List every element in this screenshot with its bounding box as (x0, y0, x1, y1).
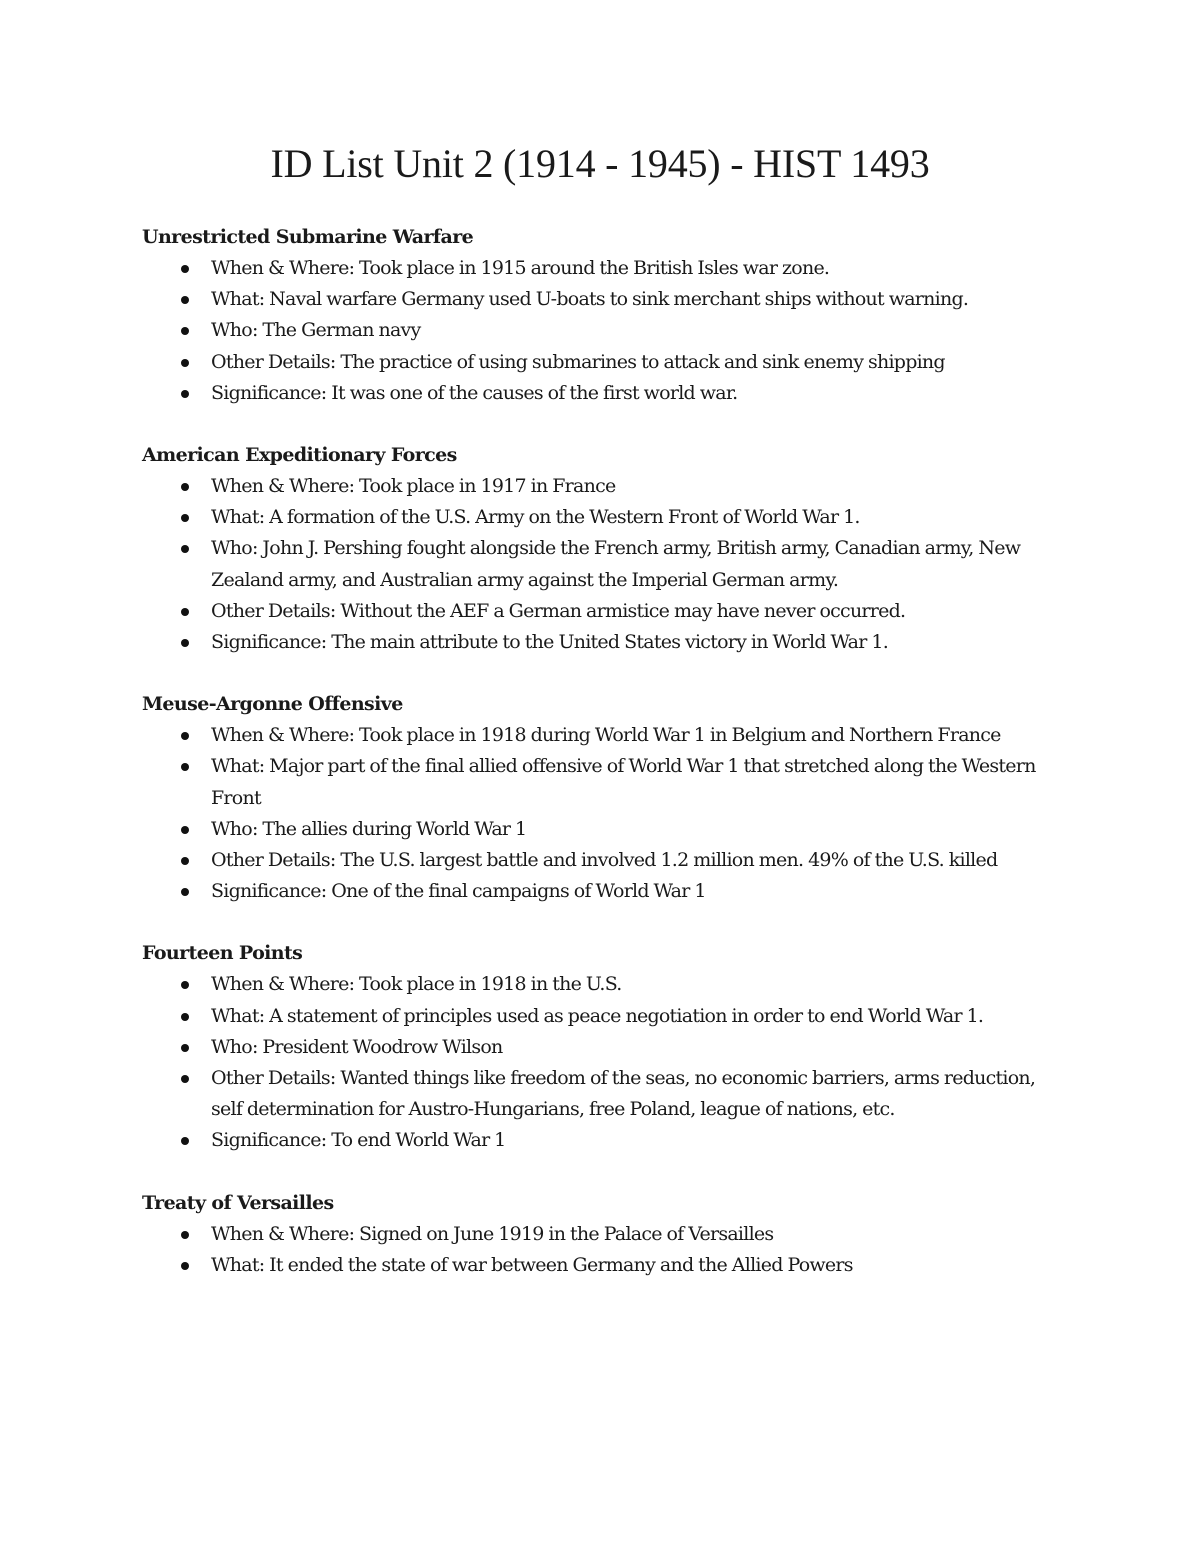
bullet-icon (181, 639, 189, 647)
section-heading: Meuse-Argonne Offensive (142, 693, 403, 716)
bullet-icon (181, 359, 189, 367)
list-item-text: What: A formation of the U.S. Army on the Western Front of World War 1. (211, 506, 860, 529)
section-unrestricted-submarine-warfare (142, 222, 1062, 409)
bullet-icon (181, 327, 189, 335)
list-item (142, 253, 1062, 284)
bullet-icon (181, 888, 189, 896)
list-item (142, 347, 1062, 378)
bullet-icon (181, 608, 189, 616)
bullet-icon (181, 1262, 189, 1270)
list-item (142, 1032, 1062, 1063)
list-item-text: Who: The allies during World War 1 (211, 817, 527, 840)
bullet-icon (181, 1231, 189, 1239)
list-item-text: When & Where: Signed on June 1919 in the Palace of Versailles (211, 1222, 774, 1245)
bullet-list (142, 969, 1062, 1156)
list-item-text: When & Where: Took place in 1918 during World War 1 in Belgium and Northern France (211, 724, 1001, 747)
bullet-icon (181, 545, 189, 553)
section-fourteen-points (142, 938, 1062, 1156)
section-heading: Treaty of Versailles (142, 1191, 334, 1214)
bullet-icon (181, 826, 189, 834)
list-item (142, 845, 1062, 876)
list-item (142, 1250, 1062, 1281)
list-item (142, 1219, 1062, 1250)
list-item-text: What: Naval warfare Germany used U-boats to sink merchant ships without warning. (211, 288, 969, 311)
list-item-text: When & Where: Took place in 1915 around the British Isles war zone. (211, 257, 830, 279)
list-item-text: Significance: One of the final campaigns of World War 1 (211, 880, 706, 903)
list-item (142, 720, 1062, 751)
bullet-list (142, 471, 1062, 658)
bullet-icon (181, 763, 189, 771)
list-item-text: What: It ended the state of war between Germany and the Allied Powers (211, 1253, 853, 1276)
list-item-text: Who: The German navy (211, 319, 421, 342)
section-heading: American Expeditionary Forces (142, 444, 457, 467)
bullet-list (142, 720, 1062, 907)
list-item (142, 1125, 1062, 1156)
bullet-icon (181, 296, 189, 304)
list-item-text: Who: John J. Pershing fought alongside the French army, British army, Canadian army, New Zealand army, and Australian army against the Imperial German army. (211, 537, 1021, 591)
section-heading: Unrestricted Submarine Warfare (142, 226, 474, 248)
section-heading: Fourteen Points (142, 942, 303, 965)
list-item-text: What: Major part of the final allied offensive of World War 1 that stretched along the Western Front (211, 755, 1036, 809)
bullet-icon (181, 514, 189, 522)
section-meuse-argonne-offensive (142, 689, 1062, 907)
list-item (142, 627, 1062, 658)
bullet-icon (181, 981, 189, 989)
bullet-icon (181, 265, 189, 273)
bullet-list (142, 253, 1062, 409)
list-item-text: When & Where: Took place in 1917 in France (211, 475, 616, 498)
bullet-icon (181, 732, 189, 740)
list-item-text: Other Details: Without the AEF a German armistice may have never occurred. (211, 599, 906, 622)
bullet-icon (181, 483, 189, 491)
list-item (142, 1063, 1062, 1125)
list-item (142, 284, 1062, 315)
bullet-list (142, 1219, 1062, 1281)
list-item (142, 751, 1062, 813)
list-item (142, 1001, 1062, 1032)
list-item-text: Who: President Woodrow Wilson (211, 1035, 503, 1058)
list-item-text: When & Where: Took place in 1918 in the U.S. (211, 973, 622, 996)
list-item-text: Other Details: The practice of using submarines to attack and sink enemy shipping (211, 350, 945, 373)
bullet-icon (181, 1137, 189, 1145)
list-item (142, 814, 1062, 845)
list-item-text: Other Details: Wanted things like freedom of the seas, no economic barriers, arms reduction, self determination for Austro-Hungarians, free Poland, league of nations, etc. (211, 1067, 1036, 1121)
list-item (142, 378, 1062, 409)
list-item-text: Significance: The main attribute to the United States victory in World War 1. (211, 631, 888, 654)
list-item-text: What: A statement of principles used as peace negotiation in order to end World War 1. (211, 1004, 984, 1027)
list-item (142, 533, 1062, 595)
bullet-icon (181, 1013, 189, 1021)
list-item (142, 471, 1062, 502)
bullet-icon (181, 390, 189, 398)
document-title: ID List Unit 2 (1914 - 1945) - HIST 1493 (270, 141, 930, 186)
list-item (142, 315, 1062, 346)
list-item-text: Significance: To end World War 1 (211, 1129, 506, 1152)
list-item-text: Significance: It was one of the causes of the first world war. (211, 381, 738, 404)
section-treaty-of-versailles (142, 1188, 1062, 1281)
document-body (142, 222, 1062, 1312)
bullet-icon (181, 1044, 189, 1052)
list-item-text: Other Details: The U.S. largest battle and involved 1.2 million men. 49% of the U.S. killed (211, 849, 998, 872)
bullet-icon (181, 1075, 189, 1083)
list-item (142, 969, 1062, 1000)
list-item (142, 596, 1062, 627)
section-american-expeditionary-forces (142, 440, 1062, 658)
list-item (142, 502, 1062, 533)
bullet-icon (181, 857, 189, 865)
list-item (142, 876, 1062, 907)
